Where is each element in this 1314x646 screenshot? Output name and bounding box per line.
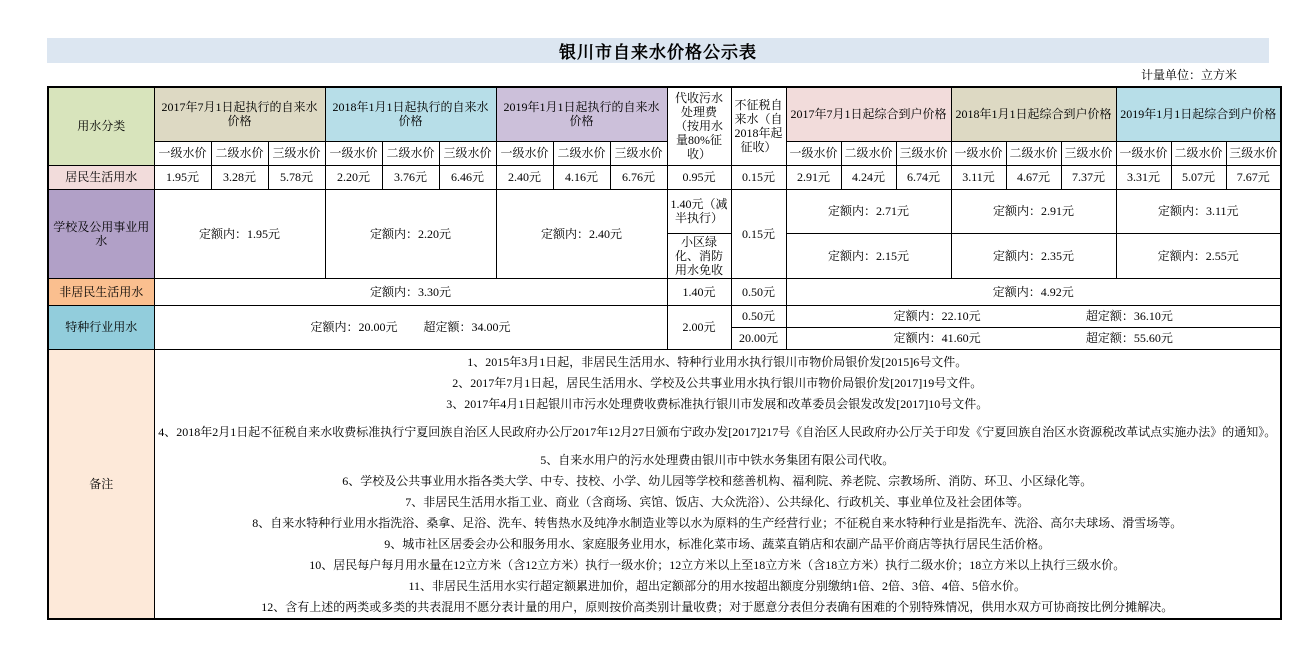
note-line: 12、含有上述的两类或多类的共表混用不愿分表计量的用户，原则按价高类别计量收费；对于愿意分表但分表确有困难的个别特殊情况，供用水双方可协商按比例分摊解决。	[261, 599, 1174, 614]
tier-header: 三级水价	[1061, 141, 1116, 165]
tier-header: 三级水价	[439, 141, 496, 165]
price-cell: 7.67元	[1226, 165, 1281, 189]
header-exec-2018: 2018年1月1日起执行的自来水价格	[325, 87, 496, 141]
notes-label: 备注	[48, 349, 154, 619]
tier-header: 一级水价	[496, 141, 553, 165]
header-comp-2018: 2018年1月1日起综合到户价格	[951, 87, 1116, 141]
price-cell: 4.24元	[841, 165, 896, 189]
over-quota-price: 超定额：34.00元	[423, 320, 511, 334]
quota-price-cell: 定额内：2.15元	[786, 233, 951, 278]
quota-price-cell: 定额内：2.55元	[1116, 233, 1281, 278]
tier-header: 一级水价	[786, 141, 841, 165]
quota-price-cell	[786, 305, 1281, 327]
title-bar	[47, 38, 1269, 63]
note-line: 1、2015年3月1日起，非居民生活用水、特种行业用水执行银川市物价局银价发[2015]6号文件。	[467, 354, 968, 369]
header-comp-2019: 2019年1月1日起综合到户价格	[1116, 87, 1281, 141]
sewage-fee-cell: 1.40元	[667, 278, 731, 305]
header-comp-2017: 2017年7月1日起综合到户价格	[786, 87, 951, 141]
quota-price-cell: 定额内：1.95元	[154, 189, 325, 278]
price-cell: 6.74元	[896, 165, 951, 189]
tier-header: 二级水价	[382, 141, 439, 165]
quota-price: 定额内：41.60元	[893, 331, 981, 345]
price-cell: 5.07元	[1171, 165, 1226, 189]
price-cell: 5.78元	[268, 165, 325, 189]
price-cell: 6.76元	[610, 165, 667, 189]
untaxed-cell: 0.15元	[731, 165, 786, 189]
header-exec-2019: 2019年1月1日起执行的自来水价格	[496, 87, 667, 141]
price-cell: 2.40元	[496, 165, 553, 189]
header-exec-2017: 2017年7月1日起执行的自来水价格	[154, 87, 325, 141]
tier-header: 三级水价	[610, 141, 667, 165]
price-cell: 7.37元	[1061, 165, 1116, 189]
quota-price-cell: 定额内：2.20元	[325, 189, 496, 278]
quota-price-cell: 定额内：2.71元	[786, 189, 951, 233]
quota-price-cell: 定额内：3.30元	[154, 278, 667, 305]
price-cell: 6.46元	[439, 165, 496, 189]
tier-header: 一级水价	[1116, 141, 1171, 165]
tier-header: 一级水价	[325, 141, 382, 165]
tier-header: 二级水价	[841, 141, 896, 165]
tier-header: 二级水价	[1006, 141, 1061, 165]
note-line: 5、自来水用户的污水处理费由银川市中铁水务集团有限公司代收。	[540, 452, 895, 467]
note-line: 3、2017年4月1日起银川市污水处理费收费标准执行银川市发展和改革委员会银发改发[2017]10号文件。	[446, 396, 989, 411]
quota-price: 定额内：22.10元	[893, 309, 981, 323]
row-label-non-residential: 非居民生活用水	[48, 278, 154, 305]
price-cell: 2.91元	[786, 165, 841, 189]
notes-cell	[154, 349, 1281, 619]
tier-header: 一级水价	[951, 141, 1006, 165]
sewage-fee-cell: 2.00元	[667, 305, 731, 349]
untaxed-cell: 0.50元	[731, 278, 786, 305]
note-line: 11、非居民生活用水实行超定额累进加价，超出定额部分的用水按超出额度分别缴纳1倍、2倍、3倍、4倍、5倍水价。	[408, 578, 1027, 593]
note-line: 8、自来水特种行业用水指洗浴、桑拿、足浴、洗车、转售热水及纯净水制造业等以水为原料的生产经营行业；不征税自来水特种行业是指洗车、洗浴、高尔夫球场、滑雪场等。	[252, 515, 1183, 530]
price-cell: 1.95元	[154, 165, 211, 189]
quota-price-cell: 定额内：2.40元	[496, 189, 667, 278]
water-price-table	[47, 86, 1282, 620]
tier-header: 一级水价	[154, 141, 211, 165]
header-sewage-fee: 代收污水处理费（按用水量80%征收）	[667, 87, 731, 165]
tier-header: 三级水价	[896, 141, 951, 165]
over-quota-price: 超定额：55.60元	[1085, 331, 1173, 345]
sewage-fee-cell: 1.40元（减半执行）	[667, 189, 731, 233]
quota-price-cell	[154, 305, 667, 349]
page-title: 银川市自来水价格公示表	[559, 43, 757, 62]
over-quota-price: 超定额：36.10元	[1085, 309, 1173, 323]
note-line: 2、2017年7月1日起，居民生活用水、学校及公共事业用水执行银川市物价局银价发[2017]19号文件。	[452, 375, 983, 390]
untaxed-cell: 0.50元	[731, 305, 786, 327]
note-line: 9、城市社区居委会办公和服务用水、家庭服务业用水，标准化菜市场、蔬菜直销店和农副产品平价商店等执行居民生活价格。	[384, 536, 1051, 551]
row-label-school: 学校及公用事业用水	[48, 189, 154, 278]
row-label-special-industry: 特种行业用水	[48, 305, 154, 349]
note-line: 6、学校及公共事业用水指各类大学、中专、技校、小学、幼儿园等学校和慈善机构、福利院、养老院、宗教场所、消防、环卫、小区绿化等。	[342, 473, 1093, 488]
sewage-fee-exempt-cell: 小区绿化、消防用水免收	[667, 233, 731, 278]
note-line: 4、2018年2月1日起不征税自来水收费标准执行宁夏回族自治区人民政府办公厅2017年12月27日颁布宁政办发[2017]217号《自治区人民政府办公厅关于印发《宁夏回族自治区水资源税改革试点实施办法》的通知》。	[158, 424, 1277, 439]
quota-price-cell: 定额内：2.35元	[951, 233, 1116, 278]
quota-price-cell: 定额内：2.91元	[951, 189, 1116, 233]
header-classification: 用水分类	[48, 87, 154, 165]
price-cell: 3.76元	[382, 165, 439, 189]
quota-price-cell: 定额内：3.11元	[1116, 189, 1281, 233]
tier-header: 三级水价	[268, 141, 325, 165]
price-cell: 3.28元	[211, 165, 268, 189]
tier-header: 二级水价	[211, 141, 268, 165]
unit-note: 计量单位：立方米	[1140, 68, 1237, 82]
untaxed-cell: 20.00元	[731, 327, 786, 349]
header-untaxed: 不征税自来水（自2018年起征收）	[731, 87, 786, 165]
sewage-fee-cell: 0.95元	[667, 165, 731, 189]
price-cell: 4.67元	[1006, 165, 1061, 189]
price-cell: 4.16元	[553, 165, 610, 189]
tier-header: 二级水价	[1171, 141, 1226, 165]
price-cell: 3.11元	[951, 165, 1006, 189]
quota-price-cell	[786, 327, 1281, 349]
quota-price-cell: 定额内：4.92元	[786, 278, 1281, 305]
note-line: 10、居民每户每月用水量在12立方米（含12立方米）执行一级水价；12立方米以上至18立方米（含18立方米）执行二级水价；18立方米以上执行三级水价。	[309, 557, 1126, 572]
tier-header: 三级水价	[1226, 141, 1281, 165]
price-cell: 2.20元	[325, 165, 382, 189]
note-line: 7、非居民生活用水指工业、商业（含商场、宾馆、饭店、大众洗浴）、公共绿化、行政机关、事业单位及社会团体等。	[405, 494, 1030, 509]
quota-price: 定额内：20.00元	[310, 320, 398, 334]
tier-header: 二级水价	[553, 141, 610, 165]
row-label-residential: 居民生活用水	[48, 165, 154, 189]
untaxed-cell: 0.15元	[731, 189, 786, 278]
price-cell: 3.31元	[1116, 165, 1171, 189]
